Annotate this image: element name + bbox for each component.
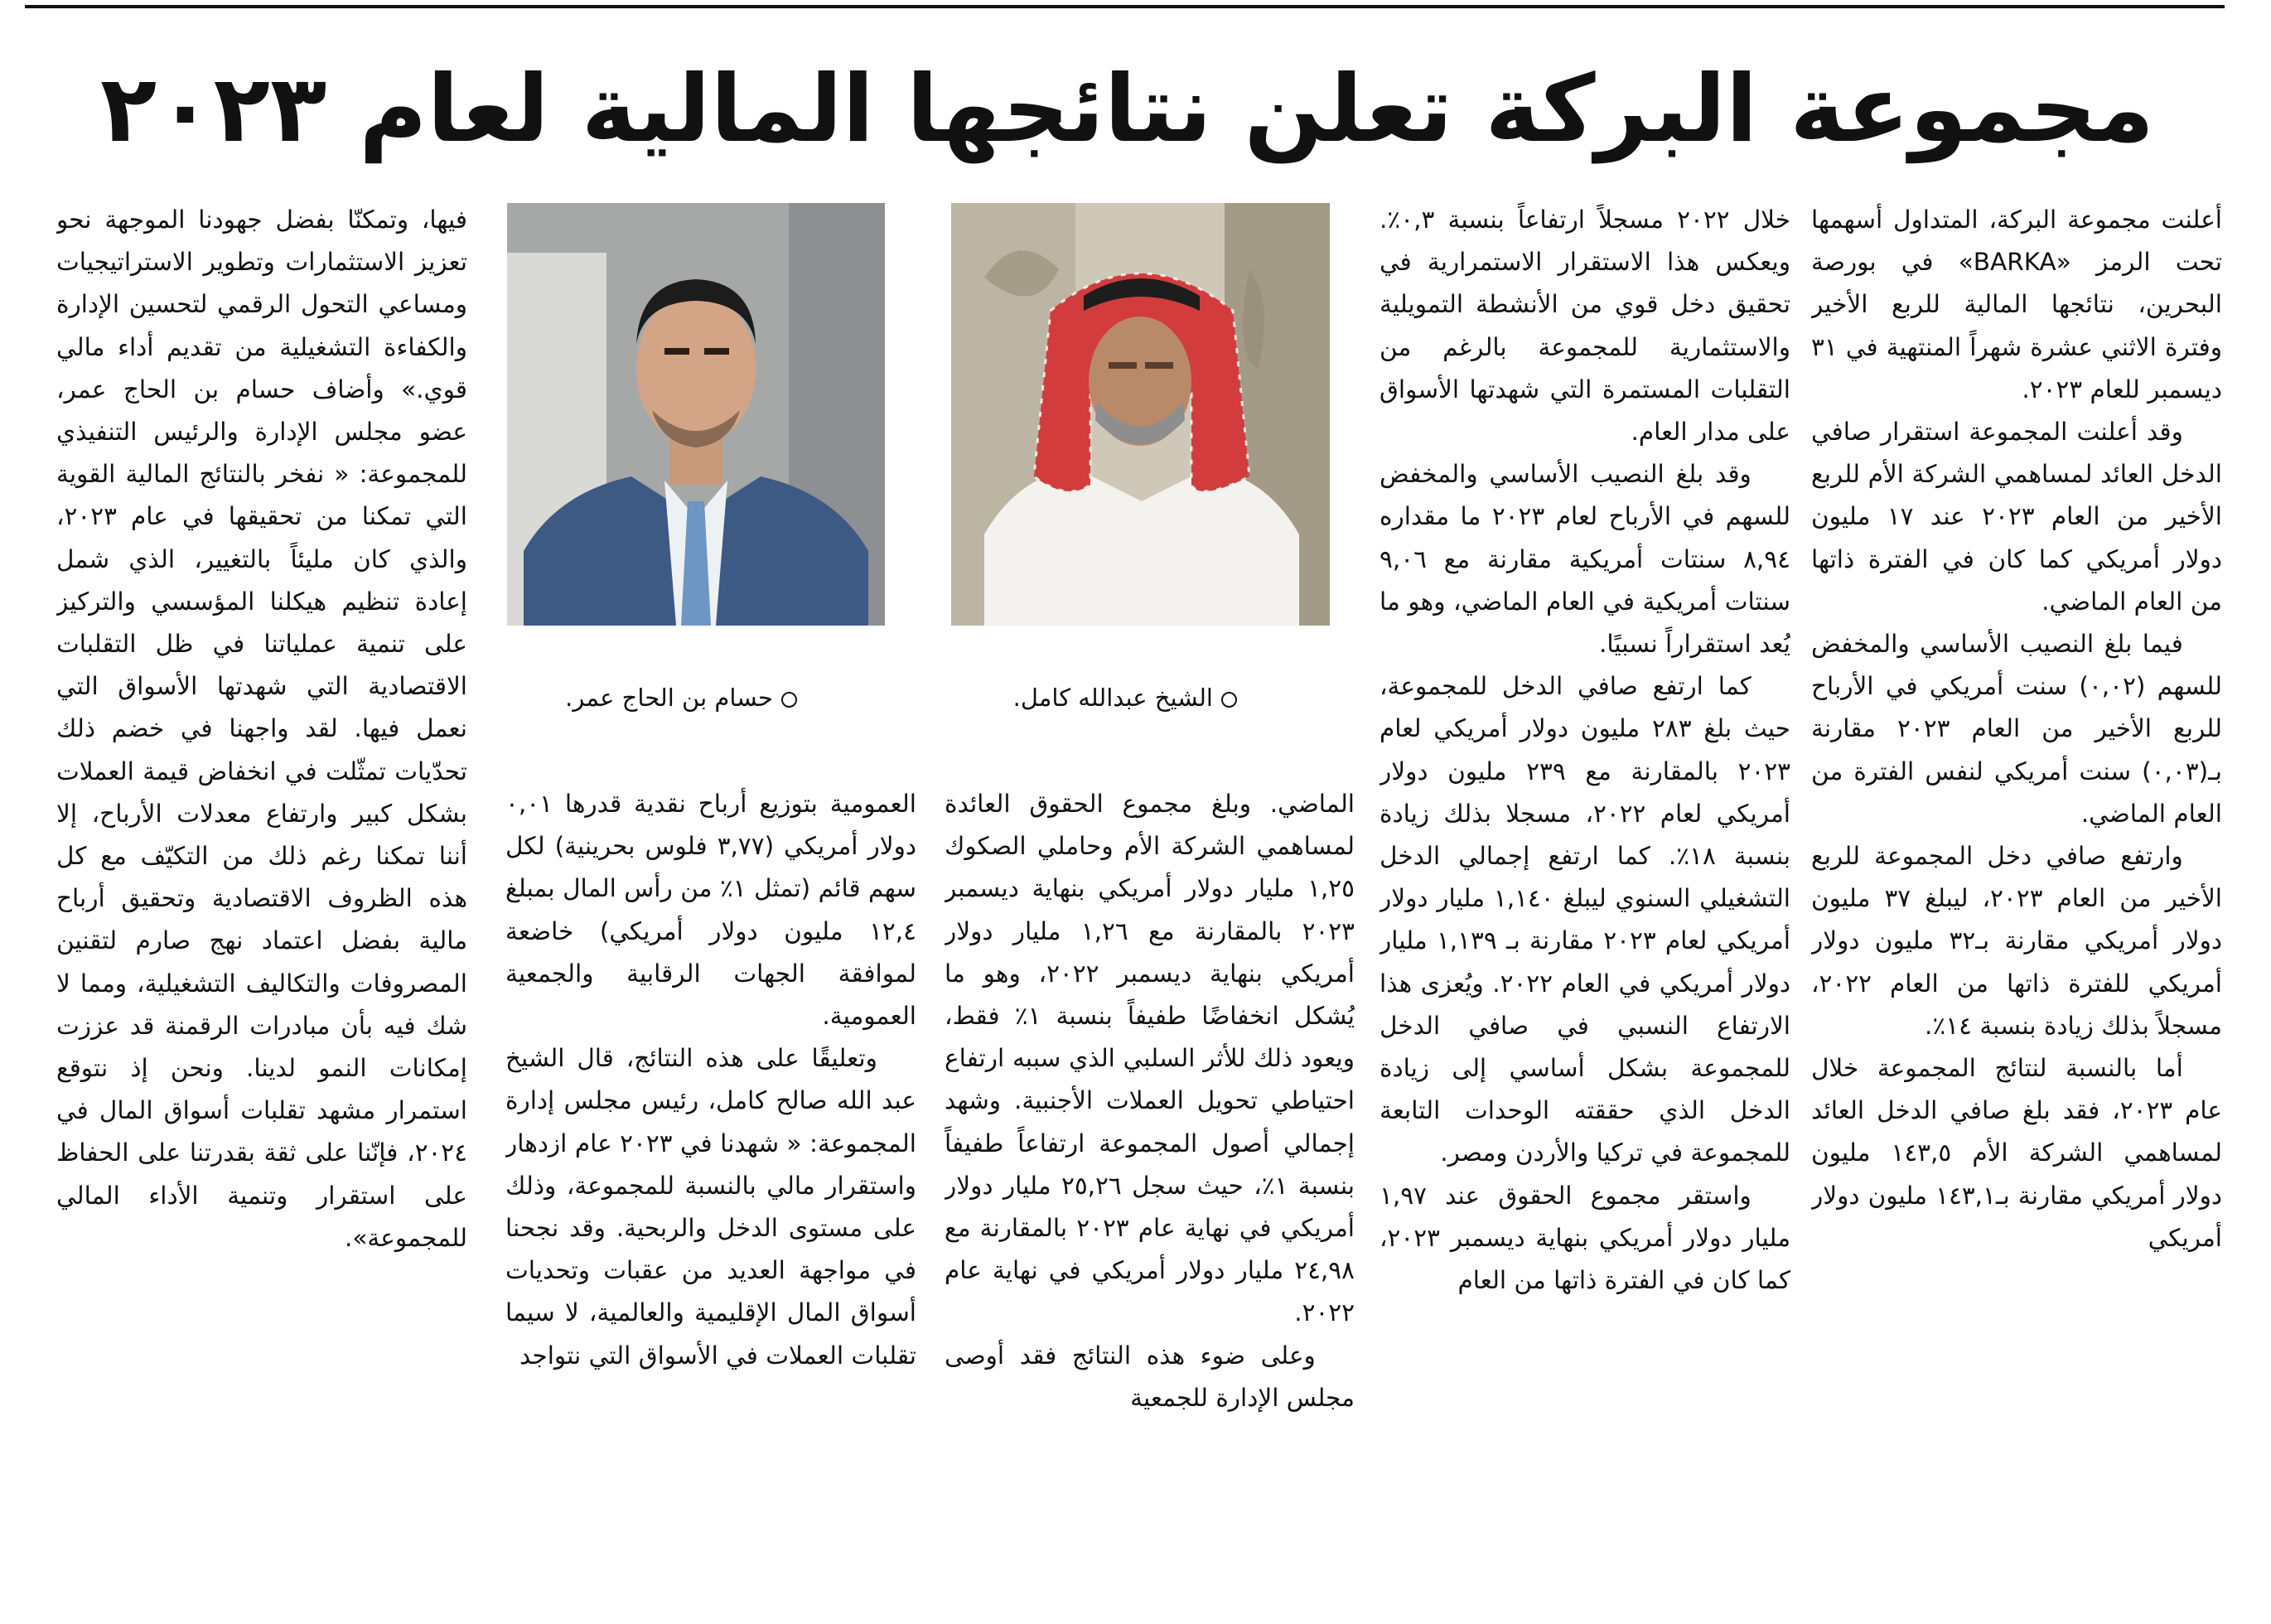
portrait-illustration <box>951 203 1330 626</box>
paragraph: كما ارتفع صافي الدخل للمجموعة، حيث بلغ ٢٨٣ مليون دولار أمريكي لعام ٢٠٢٣ بالمقارنة مع ٢٣٩ مليون دولار أمريكي لعام ٢٠٢٢، مسجلا بذلك زيادة بنسبة ١٨٪. كما ارتفع إجمالي الدخل التشغيلي السنوي ليبلغ ١,١٤٠ مليار دولار أمريكي لعام ٢٠٢٣ مقارنة بـ ١,١٣٩ مليار دولار أمريكي في العام ٢٠٢٢. ويُعزى هذا الارتفاع النسبي في صافي الدخل للمجموعة بشكل أساسي إلى زيادة الدخل الذي حققته الوحدات التابعة للمجموعة في تركيا والأردن ومصر. <box>1380 672 1790 1167</box>
headline: مجموعة البركة تعلن نتائجها المالية لعام ٢٠٢٣ <box>99 56 2155 163</box>
paragraph: العمومية بتوزيع أرباح نقدية قدرها ٠,٠١ دولار أمريكي (٣,٧٧ فلوس بحرينية) لكل سهم قائم (تمثل ١٪ من رأس المال بمبلغ ١٢,٤ مليون دولار أمريكي) خاضعة لموافقة الجهات الرقابية والجمعية العمومية. <box>505 790 916 1031</box>
paragraph: فيما بلغ النصيب الأساسي والمخفض للسهم (٠,٠٢) سنت أمريكي في الأرباح للربع الأخير من العام ٢٠٢٣ مقارنة بـ(٠,٠٣) سنت أمريكي لنفس الفترة من العام الماضي. <box>1811 630 2222 828</box>
portrait-illustration <box>507 203 885 626</box>
article-column-3 <box>945 783 1355 1612</box>
paragraph: أما بالنسبة لنتائج المجموعة خلال عام ٢٠٢٣، فقد بلغ صافي الدخل العائد لمساهمي الشركة الأم ١٤٣,٥ مليون دولار أمريكي مقارنة بـ١٤٣,١ مليون دولار أمريكي <box>1811 1054 2222 1252</box>
article-column-5 <box>56 199 467 1624</box>
article-column-2 <box>1380 199 1790 1624</box>
paragraph: وعلى ضوء هذه النتائج فقد أوصى مجلس الإدارة للجمعية <box>945 1341 1355 1412</box>
paragraph: فيها، وتمكنّا بفضل جهودنا الموجهة نحو تعزيز الاستثمارات وتطوير الاستراتيجيات ومساعي التحول الرقمي لتحسين الإدارة والكفاءة التشغيلية من تقديم أداء مالي قوي.» وأضاف حسام بن الحاج عمر، عضو مجلس الإدارة والرئيس التنفيذي للمجموعة: « نفخر بالنتائج المالية القوية التي تمكنا من تحقيقها في عام ٢٠٢٣، والذي كان مليئاً بالتغيير، الذي شمل إعادة تنظيم هيكلنا المؤسسي والتركيز على تنمية عملياتنا في ظل التقلبات الاقتصادية التي شهدتها الأسواق التي نعمل فيها. لقد واجهنا في خضم ذلك تحدّيات تمثّلت في انخفاض قيمة العملات بشكل كبير وارتفاع معدلات الأرباح، إلا أننا تمكنا رغم ذلك من التكيّف مع كل هذه الظروف الاقتصادية وتحقيق أرباح مالية بفضل اعتماد نهج صارم لتقنين المصروفات والتكاليف التشغيلية، ومما لا شك فيه بأن مبادرات الرقمنة قد عززت إمكانات النمو لدينا. ونحن إذ نتوقع استمرار مشهد تقلبات أسواق المال في ٢٠٢٤، فإنّنا على ثقة بقدرتنا على الحفاظ على استقرار وتنمية الأداء المالي للمجموعة». <box>56 205 467 1252</box>
paragraph: خلال ٢٠٢٢ مسجلاً ارتفاعاً بنسبة ٠,٣٪. ويعكس هذا الاستقرار الاستمرارية في تحقيق دخل قوي من الأنشطة التمويلية والاستثمارية للمجموعة بالرغم من التقلبات المستمرة التي شهدتها الأسواق على مدار العام. <box>1380 205 1790 447</box>
caption-text: الشيخ عبدالله كامل. <box>1012 684 1213 712</box>
paragraph: واستقر مجموع الحقوق عند ١,٩٧ مليار دولار أمريكي بنهاية ديسمبر ٢٠٢٣، كما كان في الفترة ذاتها من العام <box>1380 1181 1790 1295</box>
top-rule <box>25 5 2225 8</box>
caption-bullet-icon <box>781 692 797 708</box>
article-column-4 <box>505 783 916 1612</box>
paragraph: وارتفع صافي دخل المجموعة للربع الأخير من العام ٢٠٢٣، ليبلغ ٣٧ مليون دولار أمريكي مقارنة بـ٣٢ مليون دولار أمريكي للفترة ذاتها من العام ٢٠٢٢، مسجلاً بذلك زيادة بنسبة ١٤٪. <box>1811 842 2222 1040</box>
paragraph: أعلنت مجموعة البركة، المتداول أسهمها تحت الرمز «BARKA» في بورصة البحرين، نتائجها المالية للربع الأخير وفترة الاثني عشرة شهراً المنتهية في ٣١ ديسمبر للعام ٢٠٢٣. <box>1811 205 2222 404</box>
paragraph: الماضي. وبلغ مجموع الحقوق العائدة لمساهمي الشركة الأم وحاملي الصكوك ١,٢٥ مليار دولار أمريكي بنهاية ديسمبر ٢٠٢٣ بالمقارنة مع ١,٢٦ مليار دولار أمريكي بنهاية ديسمبر ٢٠٢٢، وهو ما يُشكل انخفاضًا طفيفاً بنسبة ١٪ فقط، ويعود ذلك للأثر السلبي الذي سببه ارتفاع احتياطي تحويل العملات الأجنبية. وشهد إجمالي أصول المجموعة ارتفاعاً طفيفاً بنسبة ١٪، حيث سجل ٢٥,٢٦ مليار دولار أمريكي في نهاية عام ٢٠٢٣ بالمقارنة مع ٢٤,٩٨ مليار دولار أمريكي في نهاية عام ٢٠٢٢. <box>945 790 1355 1327</box>
article-column-1 <box>1811 199 2222 1624</box>
paragraph: وقد أعلنت المجموعة استقرار صافي الدخل العائد لمساهمي الشركة الأم للربع الأخير من العام ٢٠٢٣ عند ١٧ مليون دولار أمريكي كما كان في الفترة ذاتها من العام الماضي. <box>1811 418 2222 616</box>
paragraph: وتعليقًا على هذه النتائج، قال الشيخ عبد الله صالح كامل، رئيس مجلس إدارة المجموعة: « شهدنا في ٢٠٢٣ عام ازدهار واستقرار مالي بالنسبة للمجموعة، وذلك على مستوى الدخل والربحية. وقد نجحنا في مواجهة العديد من عقبات وتحديات أسواق المال الإقليمية والعالمية، لا سيما تقلبات العملات في الأسواق التي نتواجد <box>505 1044 916 1370</box>
paragraph: وقد بلغ النصيب الأساسي والمخفض للسهم في الأرباح لعام ٢٠٢٣ ما مقداره ٨,٩٤ سنتات أمريكية مقارنة مع ٩,٠٦ سنتات أمريكية في العام الماضي، وهو ما يُعد استقراراً نسبيًا. <box>1380 460 1790 659</box>
caption-abdullah-kamel <box>951 681 1237 714</box>
caption-bullet-icon <box>1221 692 1237 708</box>
photo-abdullah-kamel <box>951 203 1330 626</box>
photo-hussam-omar <box>507 203 885 626</box>
caption-hussam-omar <box>507 681 797 714</box>
caption-text: حسام بن الحاج عمر. <box>565 684 773 712</box>
